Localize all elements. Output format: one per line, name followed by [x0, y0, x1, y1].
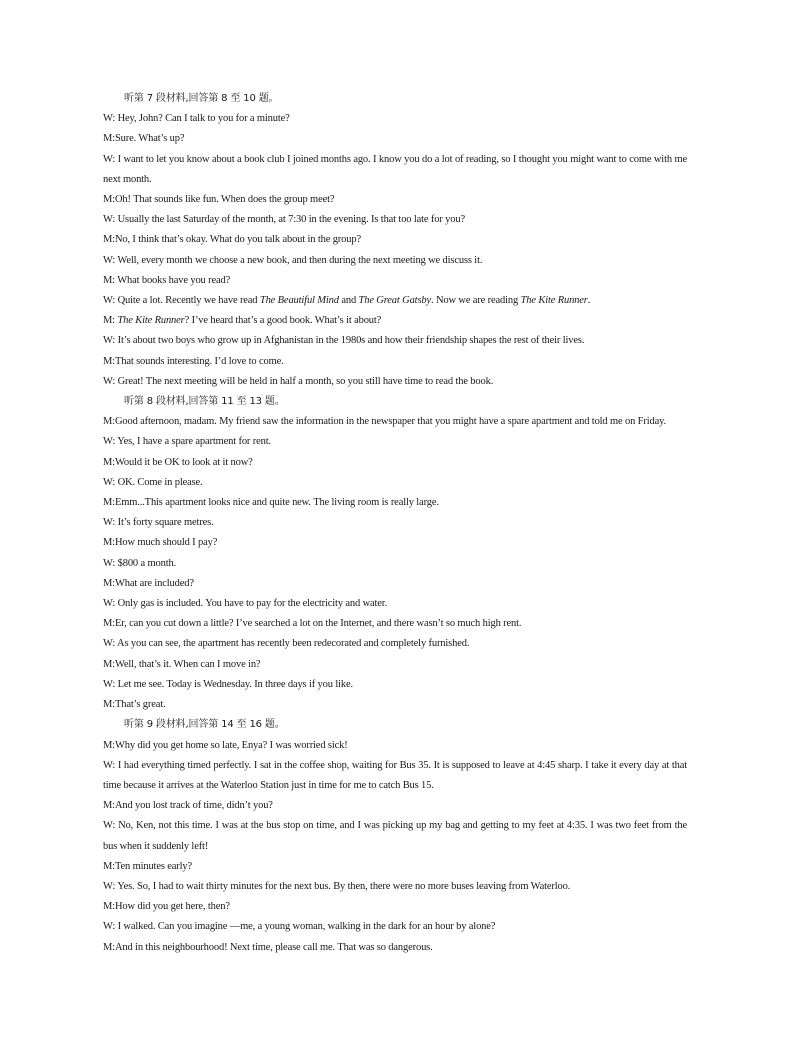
dialogue-line: W: Let me see. Today is Wednesday. In three days if you like. — [103, 678, 353, 690]
dialogue-line: M:Oh! That sounds like fun. When does the group meet? — [103, 194, 335, 206]
dialogue-line: W: Hey, John? Can I talk to you for a minute? — [103, 113, 290, 125]
section-9-heading: 听第 9 段材料,回答第 14 至 16 题。 — [124, 719, 285, 731]
dialogue-line: W: It’s forty square metres. — [103, 517, 214, 529]
book-title: The Beautiful Mind — [259, 295, 339, 307]
dialogue-line: W: $800 a month. — [103, 557, 177, 569]
transcript-body — [103, 89, 687, 958]
dialogue-line: W: OK. Come in please. — [103, 476, 203, 488]
dialogue-line: M:How much should I pay? — [103, 537, 218, 549]
dialogue-line: W: No, Ken, not this time. I was at the bus stop on time, and I was picking up my bag and getting to my feet at 4:35. I was two feet from the bus when it suddenly left! — [103, 820, 687, 852]
dialogue-line: W: I want to let you know about a book club I joined months ago. I know you do a lot of reading, so I thought you might want to come with me next month. — [103, 153, 687, 185]
dialogue-line: M:Ten minutes early? — [103, 860, 192, 872]
book-title: The Great Gatsby — [358, 295, 431, 307]
dialogue-line: M:And you lost track of time, didn’t you? — [103, 800, 273, 812]
dialogue-line: W: Only gas is included. You have to pay for the electricity and water. — [103, 598, 388, 610]
dialogue-line: W: Yes, I have a spare apartment for rent. — [103, 436, 271, 448]
dialogue-text: W: Quite a lot. Recently we have read — [103, 295, 260, 307]
dialogue-line: W: As you can see, the apartment has recently been redecorated and completely furnished. — [103, 638, 470, 650]
dialogue-line: M:Why did you get home so late, Enya? I was worried sick! — [103, 739, 348, 751]
book-title: The Kite Runner — [520, 295, 588, 307]
dialogue-line: W: Usually the last Saturday of the month, at 7:30 in the evening. Is that too late for you? — [103, 214, 465, 226]
dialogue-line: W: Great! The next meeting will be held in half a month, so you still have time to read the book. — [103, 375, 494, 387]
dialogue-line: W: I had everything timed perfectly. I sat in the coffee shop, waiting for Bus 35. It is supposed to leave at 4:45 sharp. I take it every day at that time because it arrives at the Waterloo Station just in time for me to catch Bus 15. — [103, 759, 687, 791]
dialogue-text: M: — [103, 315, 118, 327]
dialogue-line: W: I walked. Can you imagine —me, a young woman, walking in the dark for an hour by alone? — [103, 921, 496, 933]
dialogue-line: M:Er, can you cut down a little? I’ve searched a lot on the Internet, and there wasn’t so much high rent. — [103, 618, 522, 630]
dialogue-text: ? I’ve heard that’s a good book. What’s it about? — [184, 315, 382, 327]
dialogue-line: M:Would it be OK to look at it now? — [103, 456, 253, 468]
dialogue-line: M:That’s great. — [103, 699, 166, 711]
dialogue-line: M:That sounds interesting. I’d love to come. — [103, 355, 284, 367]
dialogue-text: . Now we are reading — [431, 295, 521, 307]
dialogue-text: and — [338, 295, 359, 307]
dialogue-line: M:No, I think that’s okay. What do you talk about in the group? — [103, 234, 361, 246]
dialogue-line: W: It’s about two boys who grow up in Afghanistan in the 1980s and how their friendship shapes the rest of their lives. — [103, 335, 585, 347]
book-title: The Kite Runner — [117, 315, 185, 327]
section-7-heading: 听第 7 段材料,回答第 8 至 10 题。 — [124, 93, 279, 104]
dialogue-line: M:How did you get here, then? — [103, 901, 230, 913]
section-8-heading: 听第 8 段材料,回答第 11 至 13 题。 — [124, 396, 285, 408]
dialogue-line — [103, 291, 687, 311]
dialogue-line: M:What are included? — [103, 577, 194, 589]
dialogue-text: . — [587, 295, 591, 307]
dialogue-line: M:Sure. What’s up? — [103, 133, 185, 145]
dialogue-line: M: What books have you read? — [103, 274, 231, 286]
dialogue-line: W: Well, every month we choose a new book, and then during the next meeting we discuss it. — [103, 254, 483, 266]
dialogue-line: W: Yes. So, I had to wait thirty minutes for the next bus. By then, there were no more buses leaving from Waterloo. — [103, 880, 571, 892]
dialogue-line: M:Good afternoon, madam. My friend saw the information in the newspaper that you might have a spare apartment and told me on Friday. — [103, 416, 666, 428]
dialogue-line: M:Emm...This apartment looks nice and quite new. The living room is really large. — [103, 497, 439, 509]
dialogue-line — [103, 311, 687, 331]
dialogue-line: M:Well, that’s it. When can I move in? — [103, 658, 261, 670]
dialogue-line: M:And in this neighbourhood! Next time, please call me. That was so dangerous. — [103, 941, 433, 953]
